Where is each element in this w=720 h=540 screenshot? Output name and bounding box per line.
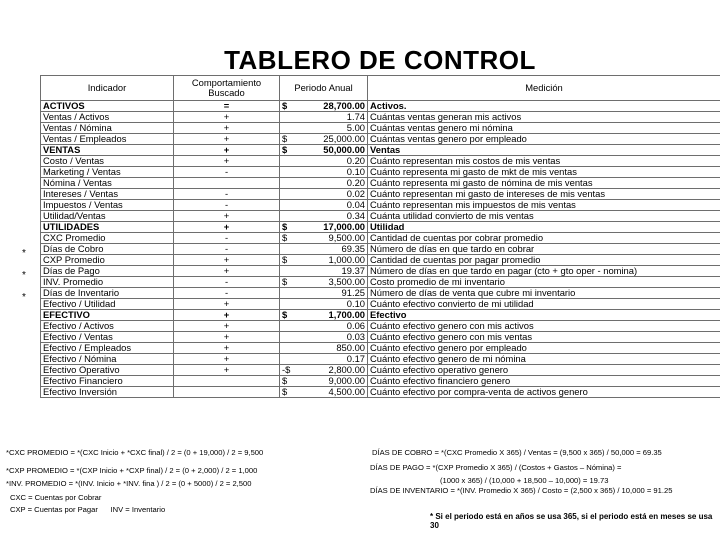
behavior-cell: - [174,244,280,255]
measurement-cell: Cantidad de cuentas por cobrar promedio [368,233,720,244]
annual-value-cell: 69.35 [294,244,368,255]
indicator-cell: Marketing / Ventas [41,167,174,178]
table-row [41,167,720,178]
annual-value-cell: 17,000.00 [294,222,368,233]
currency-cell: $ [280,134,294,145]
behavior-cell: + [174,266,280,277]
behavior-cell: + [174,134,280,145]
currency-cell: $ [280,145,294,156]
behavior-cell: = [174,101,280,112]
indicator-cell: Costo / Ventas [41,156,174,167]
behavior-cell: + [174,343,280,354]
page-title: TABLERO DE CONTROL [224,45,536,75]
table-row [41,354,720,365]
annual-value-cell: 0.17 [294,354,368,365]
annual-value-cell: 1.74 [294,112,368,123]
indicator-cell: Días de Inventario [41,288,174,299]
table-row [41,321,720,332]
measurement-cell: Cuánto efectivo operativo genero [368,365,720,376]
currency-cell [280,200,294,211]
indicator-cell: Impuestos / Ventas [41,200,174,211]
indicator-cell: Nómina / Ventas [41,178,174,189]
behavior-cell: + [174,156,280,167]
indicator-cell: VENTAS [41,145,174,156]
measurement-cell: Activos. [368,101,720,112]
annual-value-cell: 2,800.00 [294,365,368,376]
behavior-cell: + [174,354,280,365]
note-dias-pago: DÍAS DE PAGO = *(CXP Promedio X 365) / (Costos + Gastos – Nómina) = [370,463,622,472]
table-row [41,244,720,255]
annual-value-cell: 9,000.00 [294,376,368,387]
behavior-cell: + [174,211,280,222]
behavior-cell: + [174,321,280,332]
currency-cell [280,299,294,310]
currency-cell [280,354,294,365]
note-dias-inventario: DÍAS DE INVENTARIO = *(INV. Promedio X 365) / Costo = (2,500 x 365) / 10,000 = 91.25 [370,486,673,495]
behavior-cell: - [174,233,280,244]
footnote-marker: * [22,292,26,303]
measurement-cell: Número de días de venta que cubre mi inventario [368,288,720,299]
currency-cell [280,189,294,200]
annual-value-cell: 91.25 [294,288,368,299]
note-dias-pago-calc: (1000 x 365) / (10,000 + 18,500 – 10,000) = 19.73 [440,476,609,485]
annual-value-cell: 19.37 [294,266,368,277]
measurement-cell: Cuánto efectivo financiero genero [368,376,720,387]
behavior-cell: + [174,222,280,233]
indicator-cell: CXC Promedio [41,233,174,244]
indicator-cell: Efectivo Financiero [41,376,174,387]
table-row [41,178,720,189]
behavior-cell [174,387,280,398]
measurement-cell: Cuánto representa mi gasto de mkt de mis ventas [368,167,720,178]
measurement-cell: Cuántas ventas genero mi nómina [368,123,720,134]
table-row [41,376,720,387]
currency-cell [280,332,294,343]
indicator-cell: ACTIVOS [41,101,174,112]
note-cxp-inv-definition: CXP = Cuentas por Pagar INV = Inventario [10,505,166,514]
table-row [41,255,720,266]
measurement-cell: Cuánto efectivo genero por empleado [368,343,720,354]
note-cxc-definition: CXC = Cuentas por Cobrar [10,493,102,502]
annual-value-cell: 0.20 [294,178,368,189]
measurement-cell: Número de días en que tardo en pagar (cto + gto oper - nomina) [368,266,720,277]
indicator-cell: Efectivo / Utilidad [41,299,174,310]
table-row [41,101,720,112]
table-row [41,189,720,200]
currency-cell [280,123,294,134]
measurement-cell: Cuánto representan mis costos de mis ventas [368,156,720,167]
currency-cell [280,167,294,178]
annual-value-cell: 0.03 [294,332,368,343]
annual-value-cell: 25,000.00 [294,134,368,145]
currency-cell: -$ [280,365,294,376]
currency-cell: $ [280,233,294,244]
behavior-cell: - [174,288,280,299]
table-header-row [41,76,720,101]
currency-cell: $ [280,387,294,398]
measurement-cell: Número de días en que tardo en cobrar [368,244,720,255]
header-indicador: Indicador [41,76,174,101]
indicator-cell: Utilidad/Ventas [41,211,174,222]
indicator-cell: Ventas / Nómina [41,123,174,134]
measurement-cell: Cuánto efectivo por compra-venta de activos genero [368,387,720,398]
measurement-cell: Cuántas ventas genero por empleado [368,134,720,145]
indicator-cell: Efectivo / Activos [41,321,174,332]
behavior-cell [174,376,280,387]
annual-value-cell: 0.34 [294,211,368,222]
behavior-cell: + [174,145,280,156]
measurement-cell: Cuánto representa mi gasto de nómina de mis ventas [368,178,720,189]
annual-value-cell: 0.10 [294,299,368,310]
footnote-marker: * [22,270,26,281]
indicator-cell: INV. Promedio [41,277,174,288]
annual-value-cell: 850.00 [294,343,368,354]
table-row [41,145,720,156]
measurement-cell: Cuánta utilidad convierto de mis ventas [368,211,720,222]
note-inv-promedio: *INV. PROMEDIO = *(INV. Inicio + *INV. fina ) / 2 = (0 + 5000) / 2 = 2,500 [6,479,252,488]
footnote-period: * Si el periodo está en años se usa 365, si el periodo está en meses se usa 30 [430,512,713,530]
annual-value-cell: 1,000.00 [294,255,368,266]
behavior-cell: - [174,277,280,288]
behavior-cell: + [174,310,280,321]
note-cxp-promedio: *CXP PROMEDIO = *(CXP Inicio + *CXP final) / 2 = (0 + 2,000) / 2 = 1,000 [6,466,258,475]
behavior-cell: + [174,332,280,343]
footnote-marker: * [22,248,26,259]
table-row [41,233,720,244]
annual-value-cell: 5.00 [294,123,368,134]
annual-value-cell: 0.02 [294,189,368,200]
indicator-cell: Efectivo / Ventas [41,332,174,343]
table-body [41,101,720,398]
table-row [41,200,720,211]
annual-value-cell: 0.04 [294,200,368,211]
control-panel-table [40,75,720,398]
measurement-cell: Cuánto efectivo genero de mi nómina [368,354,720,365]
currency-cell [280,321,294,332]
currency-cell: $ [280,101,294,112]
measurement-cell: Efectivo [368,310,720,321]
behavior-cell: - [174,200,280,211]
currency-cell [280,211,294,222]
annual-value-cell: 50,000.00 [294,145,368,156]
note-cxc-promedio: *CXC PROMEDIO = *(CXC Inicio + *CXC final) / 2 = (0 + 19,000) / 2 = 9,500 [6,448,264,457]
currency-cell [280,112,294,123]
measurement-cell: Cuánto efectivo genero con mis ventas [368,332,720,343]
table-row [41,299,720,310]
table-row [41,277,720,288]
indicator-cell: EFECTIVO [41,310,174,321]
annual-value-cell: 28,700.00 [294,101,368,112]
annual-value-cell: 0.20 [294,156,368,167]
currency-cell: $ [280,255,294,266]
annual-value-cell: 0.06 [294,321,368,332]
annual-value-cell: 1,700.00 [294,310,368,321]
header-periodo: Periodo Anual [280,76,368,101]
behavior-cell: + [174,255,280,266]
table-row [41,387,720,398]
table-row [41,112,720,123]
header-comportamiento: Comportamiento Buscado [174,76,280,101]
indicator-cell: Ventas / Activos [41,112,174,123]
indicator-cell: Días de Pago [41,266,174,277]
indicator-cell: Efectivo Inversión [41,387,174,398]
measurement-cell: Cuánto representan mi gasto de intereses de mis ventas [368,189,720,200]
measurement-cell: Cuántas ventas generan mis activos [368,112,720,123]
annual-value-cell: 3,500.00 [294,277,368,288]
measurement-cell: Ventas [368,145,720,156]
measurement-cell: Utilidad [368,222,720,233]
behavior-cell: - [174,167,280,178]
currency-cell [280,288,294,299]
indicator-cell: Ventas / Empleados [41,134,174,145]
behavior-cell: - [174,189,280,200]
table-row [41,222,720,233]
currency-cell [280,178,294,189]
currency-cell [280,266,294,277]
table-row [41,343,720,354]
behavior-cell: + [174,112,280,123]
table-row [41,123,720,134]
measurement-cell: Costo promedio de mi inventario [368,277,720,288]
measurement-cell: Cuánto efectivo genero con mis activos [368,321,720,332]
indicator-cell: Intereses / Ventas [41,189,174,200]
indicator-cell: Efectivo Operativo [41,365,174,376]
currency-cell [280,244,294,255]
currency-cell: $ [280,277,294,288]
table-row [41,288,720,299]
indicator-cell: UTILIDADES [41,222,174,233]
table-row [41,332,720,343]
table-row [41,156,720,167]
indicator-cell: Efectivo / Empleados [41,343,174,354]
indicator-cell: Días de Cobro [41,244,174,255]
table-row [41,266,720,277]
behavior-cell [174,178,280,189]
currency-cell: $ [280,376,294,387]
measurement-cell: Cuánto efectivo convierto de mi utilidad [368,299,720,310]
indicator-cell: CXP Promedio [41,255,174,266]
currency-cell [280,156,294,167]
annual-value-cell: 4,500.00 [294,387,368,398]
measurement-cell: Cantidad de cuentas por pagar promedio [368,255,720,266]
annual-value-cell: 9,500.00 [294,233,368,244]
behavior-cell: + [174,299,280,310]
behavior-cell: + [174,123,280,134]
table-row [41,134,720,145]
currency-cell [280,343,294,354]
currency-cell: $ [280,222,294,233]
table-row [41,365,720,376]
measurement-cell: Cuánto representan mis impuestos de mis ventas [368,200,720,211]
annual-value-cell: 0.10 [294,167,368,178]
header-medicion: Medición [368,76,720,101]
currency-cell: $ [280,310,294,321]
indicator-cell: Efectivo / Nómina [41,354,174,365]
table-row [41,211,720,222]
table-row [41,310,720,321]
behavior-cell: + [174,365,280,376]
note-dias-cobro: DÍAS DE COBRO = *(CXC Promedio X 365) / Ventas = (9,500 x 365) / 50,000 = 69.35 [372,448,662,457]
